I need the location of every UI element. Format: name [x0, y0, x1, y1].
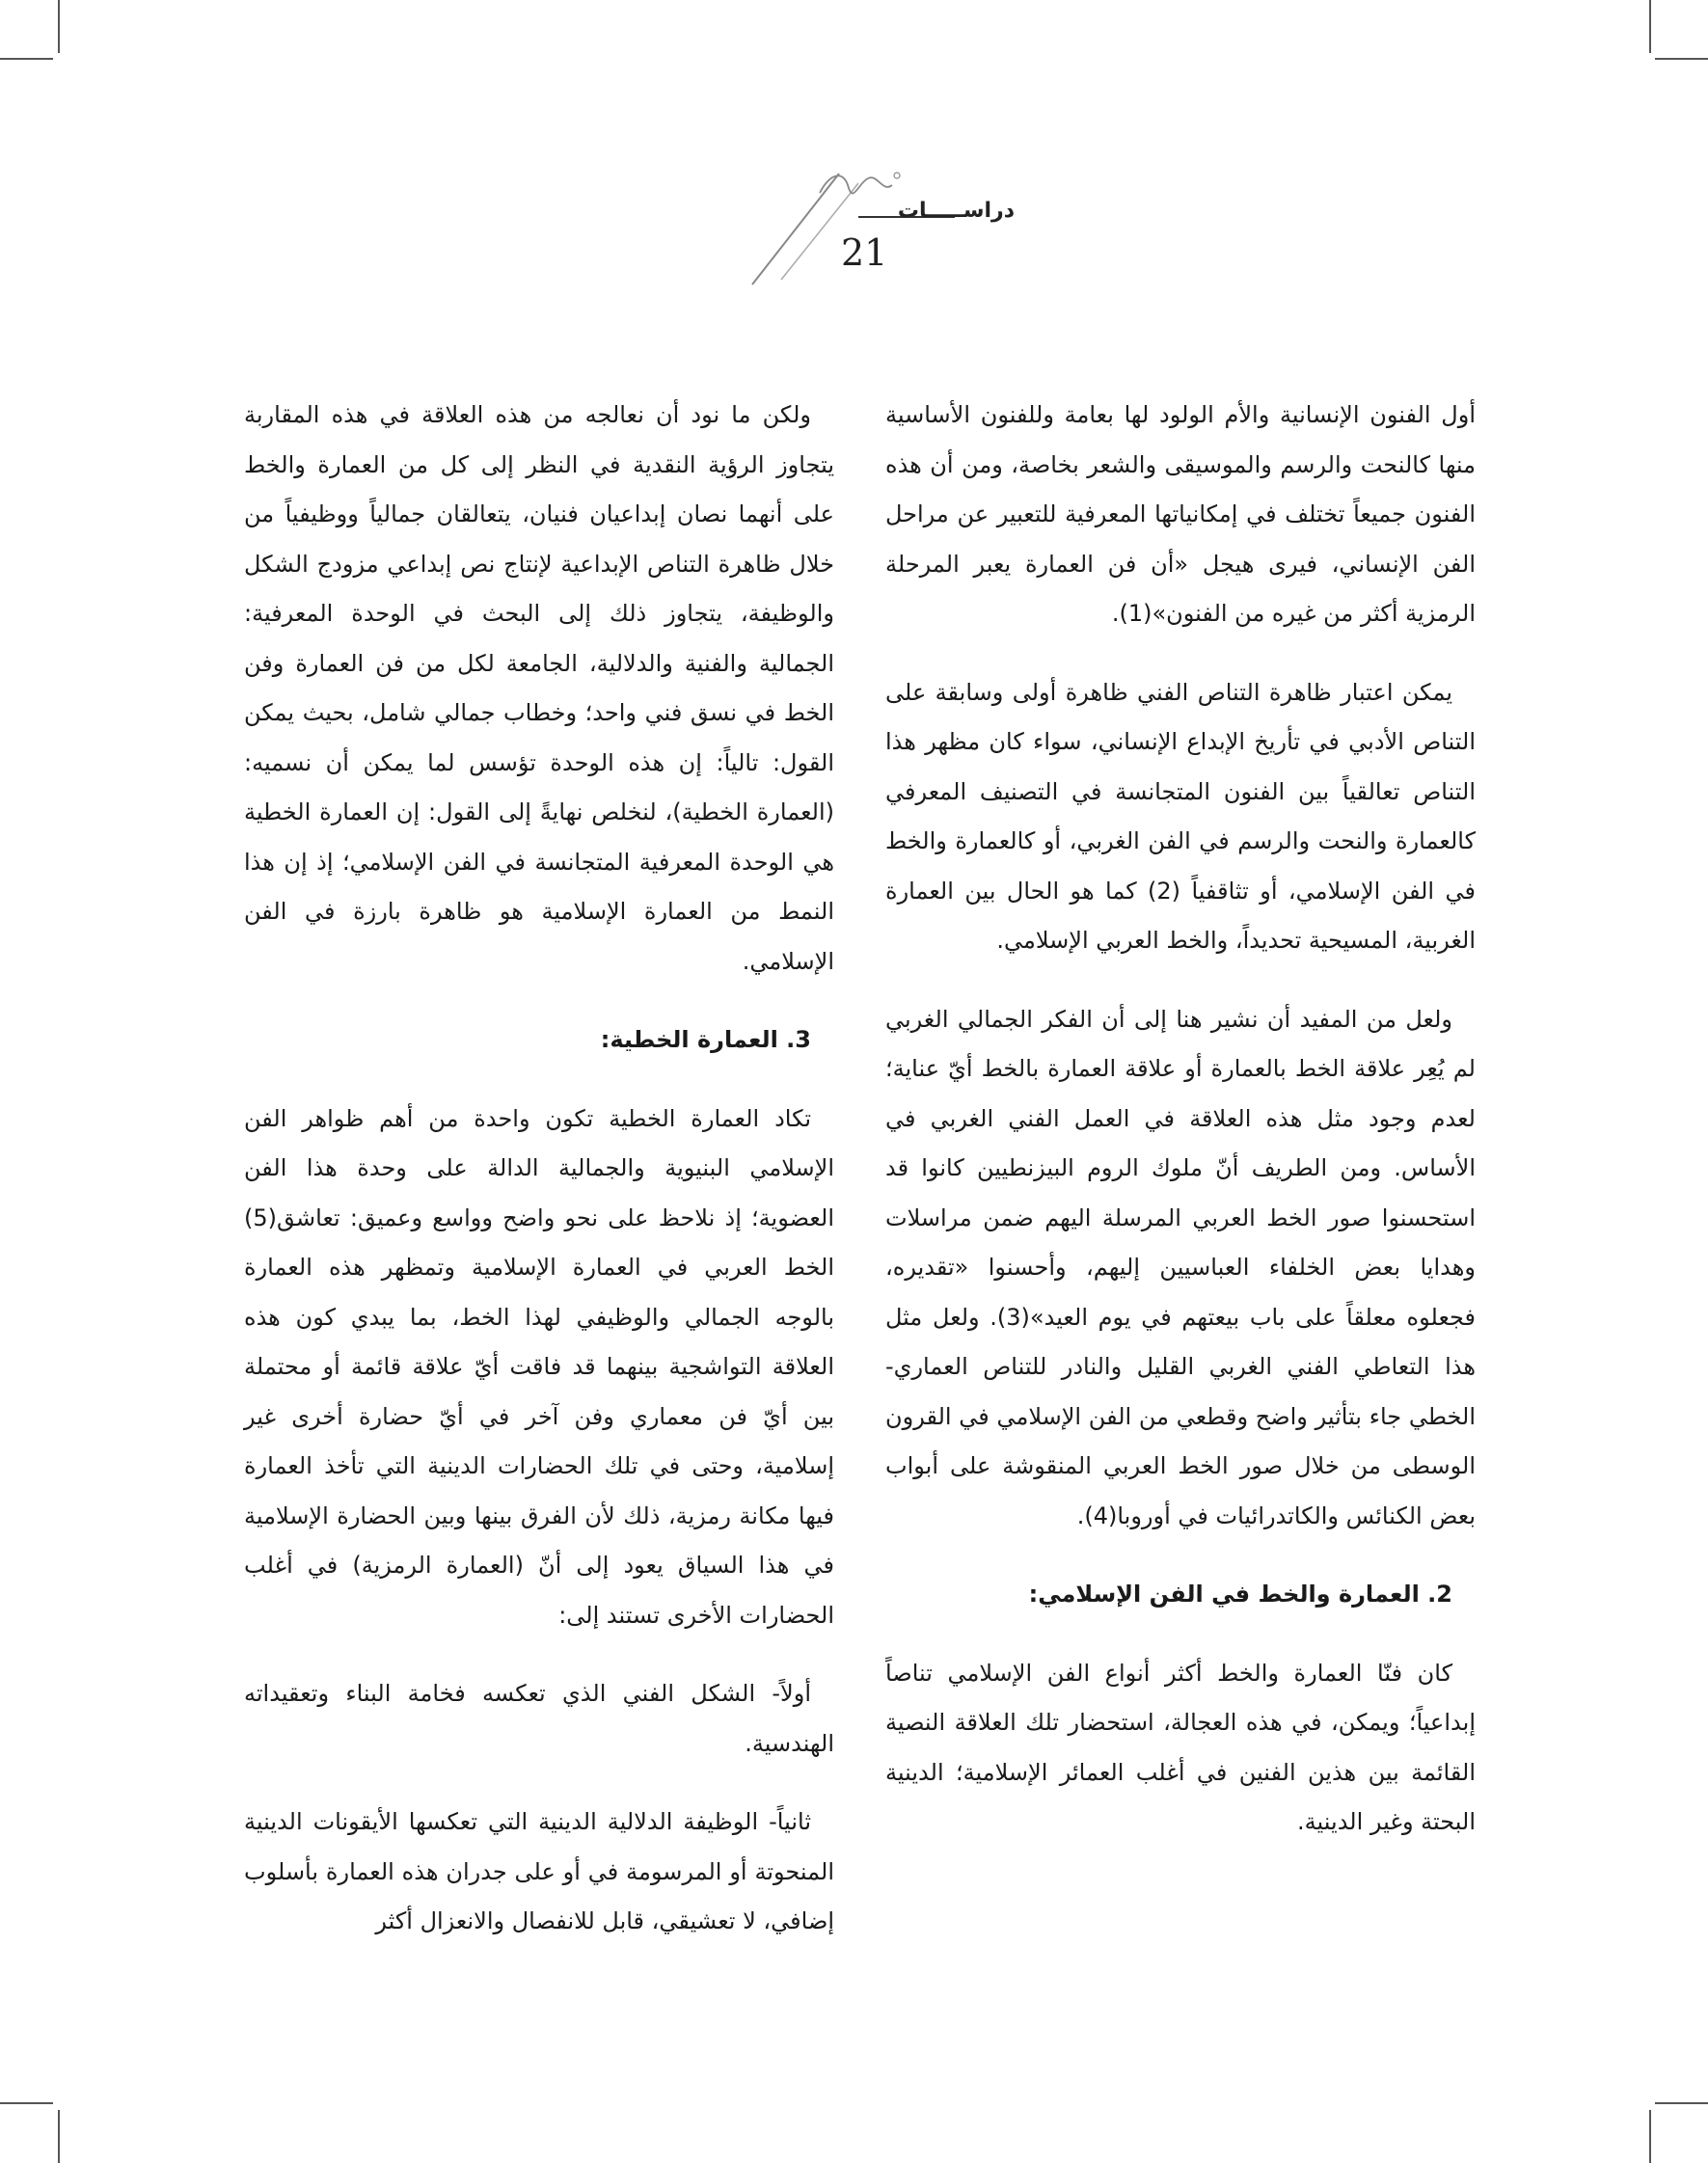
crop-mark: [0, 2102, 53, 2104]
paragraph: ولكن ما نود أن نعالجه من هذه العلاقة في هذه المقاربة يتجاوز الرؤية النقدية في النظر إلى كل من العمارة والخط على أنهما نصان إبداعيان فنيان، يتعالقان جمالياً ووظيفياً من خلال ظاهرة التناص الإبداعية لإنتاج نص إبداعي مزودج الشكل والوظيفة، يتجاوز ذلك إلى البحث في الوحدة المعرفية: الجمالية والفنية والدلالية، الجامعة لكل من فن العمارة وفن الخط في نسق فني واحد؛ وخطاب جمالي شامل، بحيث يمكن القول: تالياً: إن هذه الوحدة تؤسس لما يمكن أن نسميه: (العمارة الخطية)، لنخلص نهايةً إلى القول: إن العمارة الخطية هي الوحدة المعرفية المتجانسة في الفن الإسلامي؛ إذ إن هذا النمط من العمارة الإسلامية هو ظاهرة بارزة في الفن الإسلامي.: [244, 401, 834, 975]
magazine-logo-icon: [714, 164, 955, 289]
section-label: دراســـــات: [897, 199, 1015, 223]
right-column: [885, 391, 1476, 1877]
paragraph: يمكن اعتبار ظاهرة التناص الفني ظاهرة أولى وسابقة على التناص الأدبي في تأريخ الإبداع الإنساني، سواء كان مظهر هذا التناص تعالقياً بين الفنون المتجانسة في التصنيف المعرفي كالعمارة والنحت والرسم في الفن الغربي، أو كالعمارة والخط في الفن الإسلامي، أو تثاقفياً (2) كما هو الحال بين العمارة الغربية، المسيحية تحديداً، والخط العربي الإسلامي.: [885, 678, 1476, 954]
section-heading: 2. العمارة والخط في الفن الإسلامي:: [1028, 1581, 1452, 1608]
crop-mark: [1649, 0, 1651, 53]
paragraph: ثانياً- الوظيفة الدلالية الدينية التي تعكسها الأيقونات الدينية المنحوتة أو المرسومة في أو على جدران هذه العمارة بأسلوب إضافي، لا تعشيقي، قابل للانفصال والانعزال أكثر: [244, 1808, 834, 1934]
crop-mark: [0, 58, 53, 60]
paragraph: أول الفنون الإنسانية والأم الولود لها بعامة وللفنون الأساسية منها كالنحت والرسم والموسيقى والشعر بخاصة، ومن أن هذه الفنون جميعاً تختلف في إمكانياتها المعرفية للتعبير عن مراحل الفن الإنساني، فيرى هيجل «أن فن العمارة يعبر المرحلة الرمزية أكثر من غيره من الفنون»(1).: [885, 401, 1476, 627]
left-column: [244, 391, 834, 1976]
page-header: [675, 164, 1022, 289]
paragraph: أولاً- الشكل الفني الذي تعكسه فخامة البناء وتعقيداته الهندسية.: [244, 1680, 834, 1757]
crop-mark: [58, 2110, 60, 2163]
crop-mark: [1649, 2110, 1651, 2163]
paragraph: كان فنّا العمارة والخط أكثر أنواع الفن الإسلامي تناصاً إبداعياً؛ ويمكن، في هذه العجالة، استحضار تلك العلاقة النصية القائمة بين هذين الفنين في أغلب العمائر الإسلامية؛ الدينية البحتة وغير الدينية.: [885, 1659, 1476, 1835]
paragraph: ولعل من المفيد أن نشير هنا إلى أن الفكر الجمالي الغربي لم يُعِر علاقة الخط بالعمارة أو علاقة العمارة بالخط أيّ عناية؛ لعدم وجود مثل هذه العلاقة في العمل الفني الغربي في الأساس. ومن الطريف أنّ ملوك الروم البيزنطيين كانوا قد استحسنوا صور الخط العربي المرسلة اليهم ضمن مراسلات وهدايا بعض الخلفاء العباسيين إليهم، وأحسنوا «تقديره، فجعلوه معلقاً على باب بيعتهم في يوم العيد»(3). ولعل مثل هذا التعاطي الفني الغربي القليل والنادر للتناص العماري- الخطي جاء بتأثير واضح وقطعي من الفن الإسلامي في القرون الوسطى من خلال صور الخط العربي المنقوشة على أبواب بعض الكنائس والكاتدرائيات في أوروبا(4).: [885, 1005, 1477, 1529]
section-heading: 3. العمارة الخطية:: [600, 1026, 811, 1053]
crop-mark: [1655, 58, 1708, 60]
paragraph: تكاد العمارة الخطية تكون واحدة من أهم ظواهر الفن الإسلامي البنيوية والجمالية الدالة على وحدة هذا الفن العضوية؛ إذ نلاحظ على نحو واضح وواسع وعميق: تعاشق(5) الخط العربي في العمارة الإسلامية وتمظهر هذه العمارة بالوجه الجمالي والوظيفي لهذا الخط، بما يبدي كون هذه العلاقة التواشجية بينهما قد فاقت أيّ علاقة قائمة أو محتملة بين أيّ فن معماري وفن آخر في أيّ حضارة أخرى غير إسلامية، وحتى في تلك الحضارات الدينية التي تأخذ العمارة فيها مكانة رمزية، ذلك لأن الفرق بينها وبين الحضارة الإسلامية في هذا السياق يعود إلى أنّ (العمارة الرمزية) في أغلب الحضارات الأخرى تستند إلى:: [244, 1104, 834, 1629]
page-number: 21: [841, 231, 888, 274]
crop-mark: [58, 0, 60, 53]
crop-mark: [1655, 2102, 1708, 2104]
